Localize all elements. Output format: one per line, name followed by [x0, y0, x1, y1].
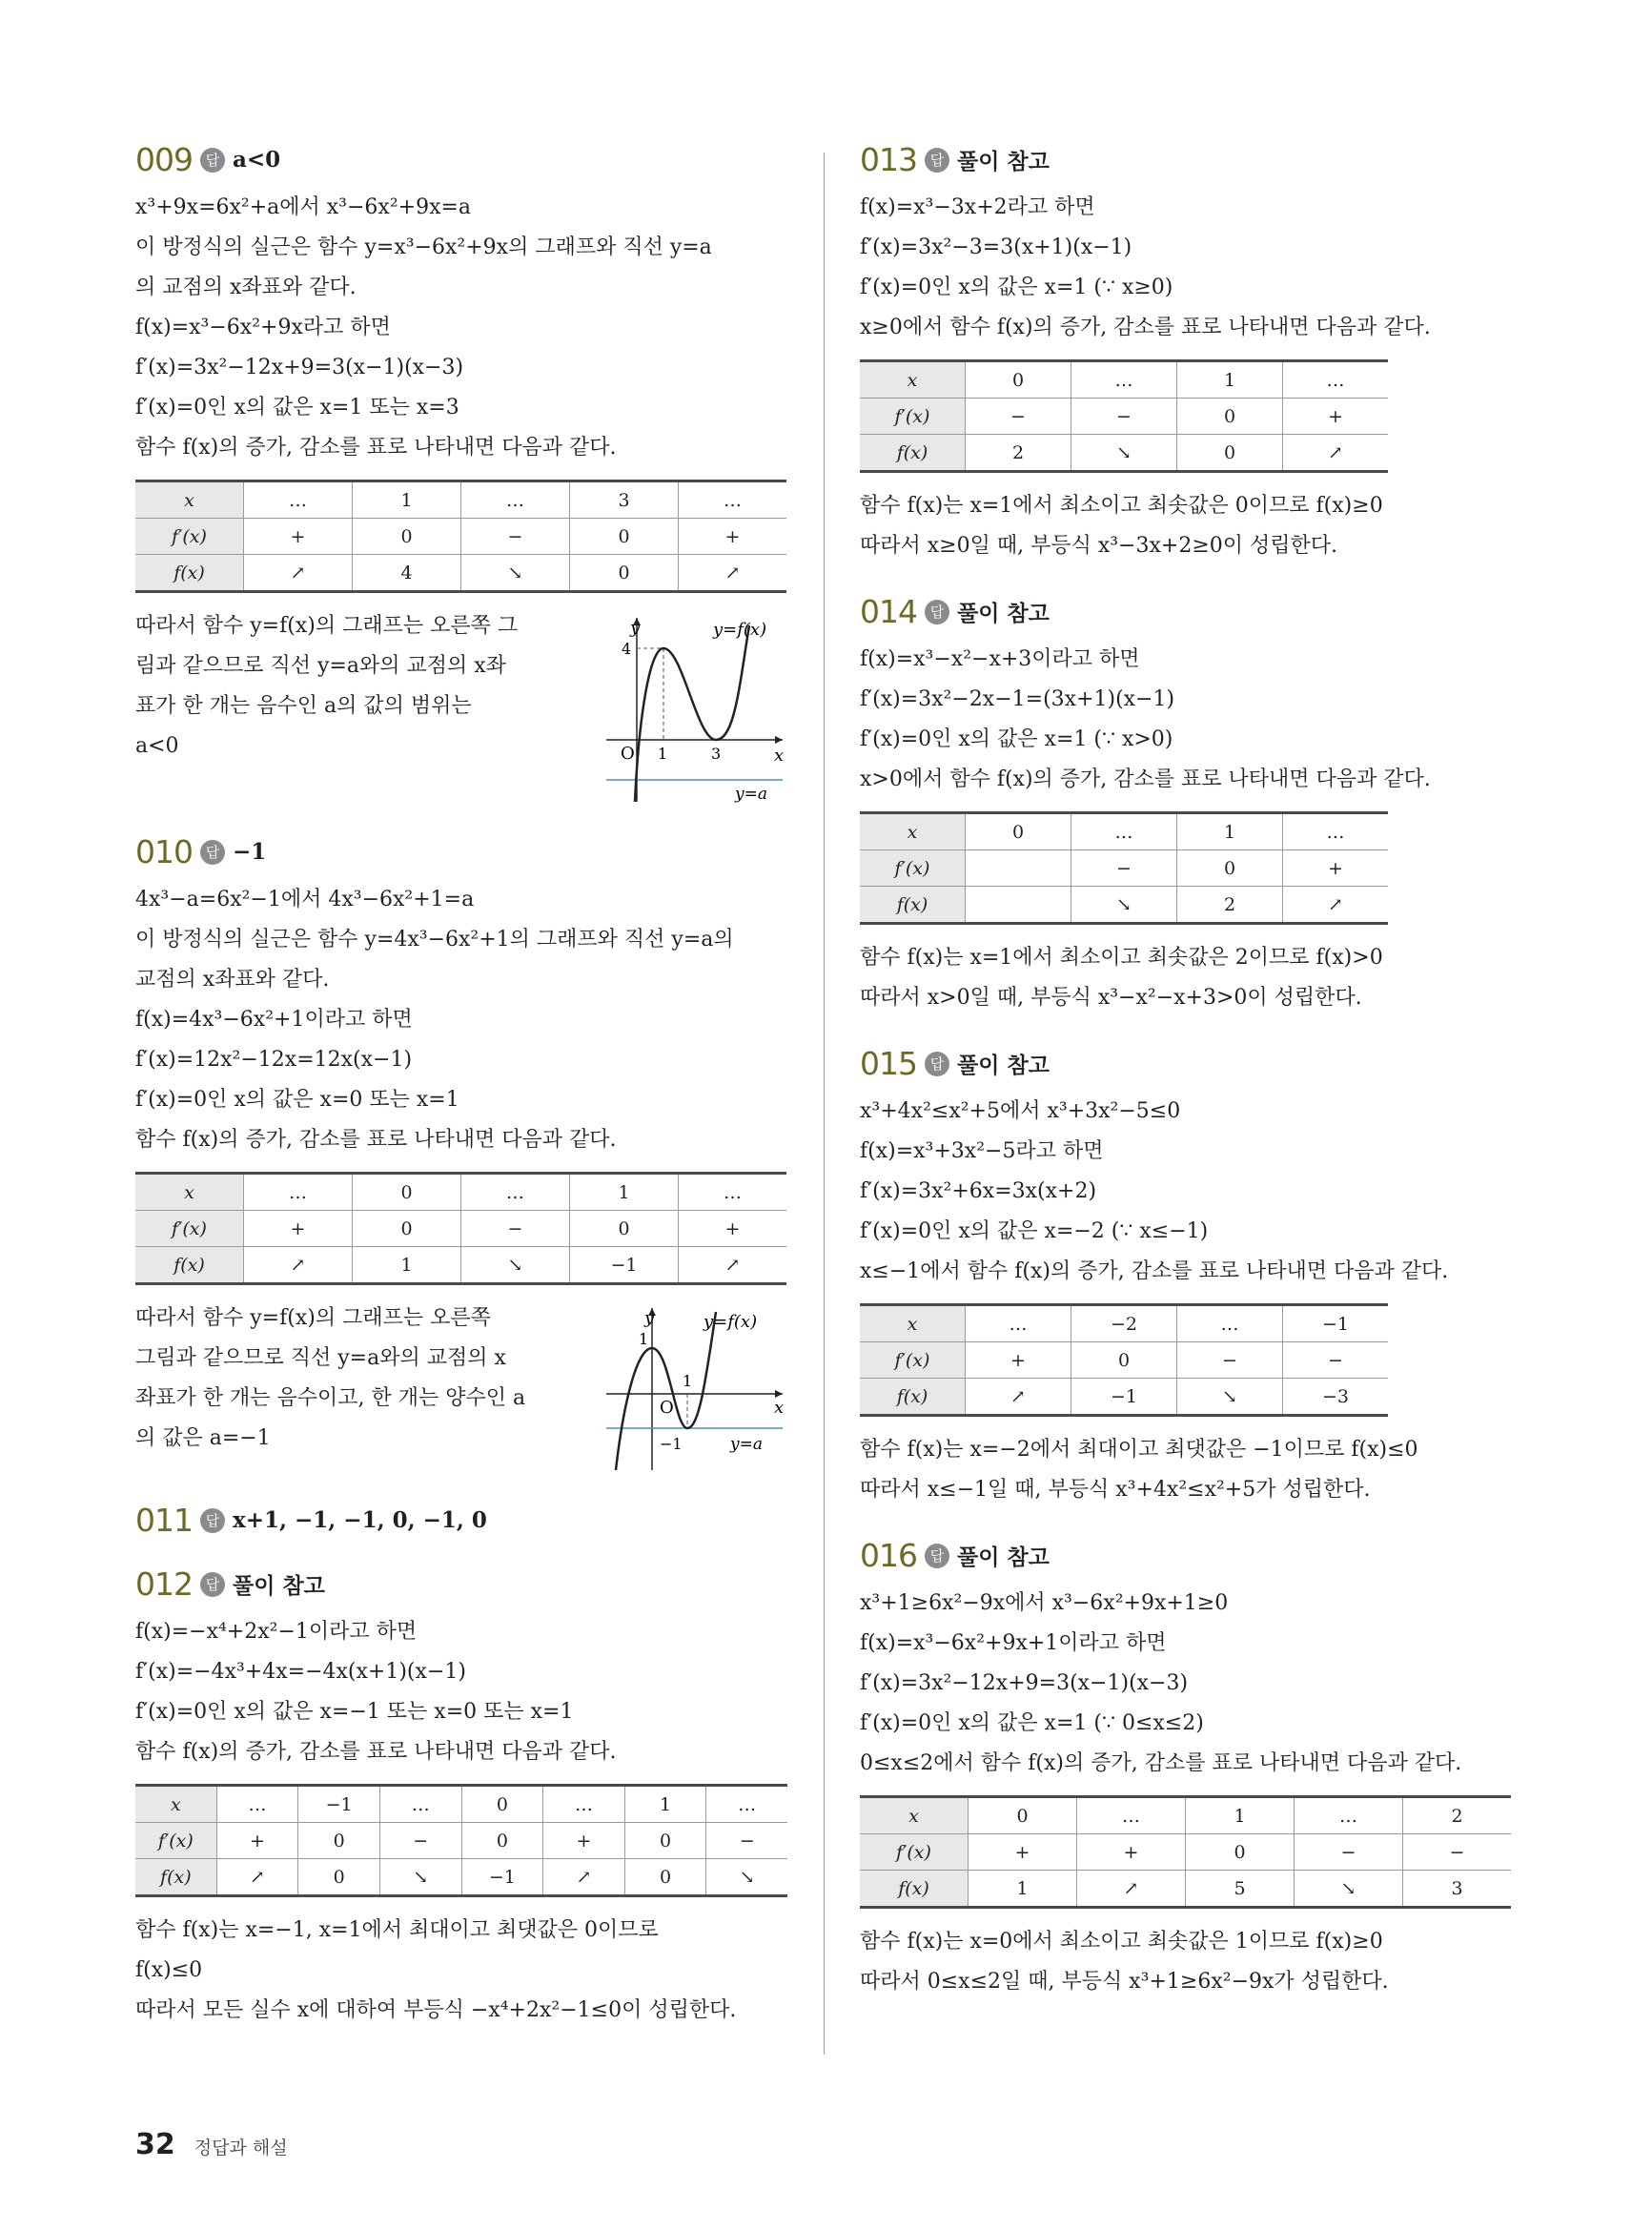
table-cell: 0	[624, 1859, 706, 1896]
table-cell: 0	[570, 1211, 679, 1247]
text-line: f′(x)=−4x³+4x=−4x(x+1)(x−1)	[135, 1660, 466, 1684]
text-line: 따라서 x>0일 때, 부등식 x³−x²−x+3>0이 성립한다.	[860, 986, 1362, 1010]
table-cell: 2	[1177, 887, 1283, 924]
table-cell: x	[860, 813, 966, 850]
line-label: y=a	[735, 785, 767, 804]
table-cell: f(x)	[135, 555, 244, 592]
text-line: 표가 한 개는 음수인 a의 값의 범위는	[135, 694, 472, 718]
table-cell: x	[860, 1305, 966, 1342]
text-line: f′(x)=0인 x의 값은 x=−1 또는 x=0 또는 x=1	[135, 1700, 574, 1724]
text-line: f′(x)=12x²−12x=12x(x−1)	[135, 1048, 413, 1072]
text-line: f′(x)=0인 x의 값은 x=1 또는 x=3	[135, 396, 459, 419]
answer-badge: 답	[200, 840, 225, 865]
answer-text: 풀이 참고	[957, 1053, 1050, 1078]
answer-text: x+1, −1, −1, 0, −1, 0	[233, 1507, 487, 1533]
text-line: 함수 f(x)의 증가, 감소를 표로 나타내면 다음과 같다.	[135, 1128, 617, 1152]
text-line: 좌표가 한 개는 음수이고, 한 개는 양수인 a	[135, 1386, 526, 1410]
text-line: x³+1≥6x²−9x에서 x³−6x²+9x+1≥0	[860, 1591, 1229, 1615]
table-cell: +	[244, 1211, 353, 1247]
tick-label: 3	[711, 745, 722, 763]
table-cell: 5	[1186, 1871, 1295, 1908]
variation-table	[135, 1172, 786, 1285]
table-cell: −	[461, 1211, 570, 1247]
table-cell: 0	[1177, 435, 1283, 472]
text-line: f′(x)=3x²−3=3(x+1)(x−1)	[860, 235, 1132, 259]
table-cell	[966, 887, 1071, 924]
text-line: f′(x)=0인 x의 값은 x=−2 (∵ x≤−1)	[860, 1219, 1209, 1243]
table-cell: …	[679, 1174, 787, 1211]
answer-text: 풀이 참고	[957, 601, 1050, 626]
right-column	[860, 141, 1518, 2029]
text-line: 따라서 0≤x≤2일 때, 부등식 x³+1≥6x²−9x가 성립한다.	[860, 1970, 1389, 1994]
table-cell: ↗	[244, 1247, 353, 1284]
answer-badge: 답	[925, 600, 949, 624]
table-cell: …	[1077, 1797, 1186, 1834]
variation-table	[860, 359, 1388, 473]
text-line: 의 교점의 x좌표와 같다.	[135, 276, 357, 299]
origin-label: O	[660, 1398, 674, 1418]
table-cell: 3	[570, 481, 679, 519]
text-line: x≥0에서 함수 f(x)의 증가, 감소를 표로 나타내면 다음과 같다.	[860, 316, 1431, 339]
text-line: 그림과 같으므로 직선 y=a와의 교점의 x	[135, 1346, 506, 1370]
table-cell: x	[860, 361, 966, 399]
table-cell: …	[679, 481, 787, 519]
table-cell: −	[1071, 850, 1177, 887]
table-cell: …	[379, 1786, 461, 1823]
table-cell: …	[706, 1786, 787, 1823]
text-line: f(x)=x³+3x²−5라고 하면	[860, 1139, 1104, 1163]
problem-header	[135, 833, 787, 870]
text-line: a<0	[135, 734, 179, 758]
text-line: f(x)=4x³−6x²+1이라고 하면	[135, 1008, 413, 1032]
curve-label: y=f(x)	[713, 620, 767, 640]
table-cell: x	[135, 481, 244, 519]
table-cell: 2	[1403, 1797, 1512, 1834]
answer-badge: 답	[925, 1052, 949, 1076]
text-line: 함수 f(x)는 x=0에서 최소이고 최솟값은 1이므로 f(x)≥0	[860, 1930, 1383, 1954]
text-line: 4x³−a=6x²−1에서 4x³−6x²+1=a	[135, 888, 475, 911]
text-line: 함수 f(x)의 증가, 감소를 표로 나타내면 다음과 같다.	[135, 1740, 617, 1764]
page-footer	[135, 2128, 288, 2161]
text-line: f(x)=x³−6x²+9x라고 하면	[135, 316, 391, 339]
table-cell: 0	[298, 1859, 380, 1896]
conclusion-text	[135, 1299, 574, 1459]
table-cell: 0	[1177, 399, 1283, 435]
table-cell: ↗	[216, 1859, 298, 1896]
variation-table	[860, 1303, 1388, 1417]
conclusion-text	[135, 606, 574, 767]
table-cell: ↘	[1295, 1871, 1403, 1908]
text-line: f(x)=x³−x²−x+3이라고 하면	[860, 647, 1140, 671]
y-axis-label: y	[644, 1308, 655, 1328]
answer-badge: 답	[200, 1508, 225, 1533]
table-cell: ↗	[244, 555, 353, 592]
table-cell: +	[966, 1342, 1071, 1379]
table-cell: +	[969, 1834, 1077, 1871]
table-cell: 1	[969, 1871, 1077, 1908]
answer-badge: 답	[200, 148, 225, 173]
variation-table	[860, 1795, 1511, 1909]
table-cell: …	[1071, 813, 1177, 850]
graph-010	[597, 1299, 787, 1475]
table-cell: ↘	[706, 1859, 787, 1896]
table-cell: ↗	[679, 555, 787, 592]
table-cell: …	[1177, 1305, 1283, 1342]
table-cell: +	[216, 1823, 298, 1859]
table-cell: 0	[966, 813, 1071, 850]
text-line: 함수 f(x)는 x=1에서 최소이고 최솟값은 0이므로 f(x)≥0	[860, 494, 1383, 518]
table-cell: 1	[570, 1174, 679, 1211]
answer-text: 풀이 참고	[957, 149, 1050, 174]
table-cell: ↗	[543, 1859, 625, 1896]
problem-header	[860, 593, 1518, 630]
table-cell: 1	[1177, 813, 1283, 850]
problem-number: 015	[860, 1045, 917, 1082]
text-line: 따라서 함수 y=f(x)의 그래프는 오른쪽	[135, 1306, 491, 1330]
table-cell: −1	[570, 1247, 679, 1284]
table-cell: ↘	[1071, 887, 1177, 924]
table-cell: ↘	[461, 555, 570, 592]
table-cell: f′(x)	[135, 519, 244, 555]
table-cell: 0	[353, 519, 461, 555]
page-number: 32	[135, 2128, 175, 2161]
table-cell: 0	[1177, 850, 1283, 887]
origin-label: O	[621, 744, 635, 764]
text-line: 함수 f(x)는 x=1에서 최소이고 최솟값은 2이므로 f(x)>0	[860, 946, 1383, 970]
text-line: x³+9x=6x²+a에서 x³−6x²+9x=a	[135, 195, 472, 219]
table-cell: ↗	[966, 1379, 1071, 1416]
table-cell: …	[461, 1174, 570, 1211]
curve-label: y=f(x)	[704, 1312, 758, 1332]
tick-label: −1	[660, 1435, 683, 1453]
text-line: f′(x)=0인 x의 값은 x=0 또는 x=1	[135, 1088, 459, 1112]
table-cell: +	[1283, 850, 1389, 887]
table-cell: 2	[966, 435, 1071, 472]
table-cell: 0	[353, 1211, 461, 1247]
table-cell: f′(x)	[860, 1342, 966, 1379]
table-cell: −1	[298, 1786, 380, 1823]
table-cell: f′(x)	[860, 1834, 969, 1871]
text-line: 이 방정식의 실근은 함수 y=4x³−6x²+1의 그래프와 직선 y=a의	[135, 928, 734, 951]
table-cell: ↘	[461, 1247, 570, 1284]
problem-header	[860, 141, 1518, 178]
table-cell: −	[461, 519, 570, 555]
answer-text: −1	[233, 839, 267, 865]
problem-010	[135, 833, 787, 1475]
table-cell: ↗	[1283, 887, 1389, 924]
table-cell: 1	[353, 481, 461, 519]
table-cell: 0	[461, 1823, 543, 1859]
answer-text: 풀이 참고	[233, 1573, 325, 1599]
table-cell: −2	[1071, 1305, 1177, 1342]
table-cell: 1	[1186, 1797, 1295, 1834]
variation-table	[135, 480, 786, 593]
y-axis-label: y	[630, 618, 641, 638]
table-cell: f′(x)	[860, 850, 966, 887]
problem-header	[135, 1565, 787, 1603]
text-line: 따라서 x≤−1일 때, 부등식 x³+4x²≤x²+5가 성립한다.	[860, 1478, 1371, 1502]
problem-number: 012	[135, 1565, 193, 1603]
table-cell: 0	[298, 1823, 380, 1859]
text-line: f′(x)=0인 x의 값은 x=1 (∵ x>0)	[860, 727, 1173, 751]
text-line: f(x)≤0	[135, 1958, 203, 1982]
table-cell: 0	[570, 555, 679, 592]
table-cell: 0	[966, 361, 1071, 399]
table-cell: −	[1177, 1342, 1283, 1379]
table-cell: ↗	[1283, 435, 1389, 472]
table-cell: …	[244, 481, 353, 519]
tick-label: 1	[683, 1372, 693, 1390]
table-cell: +	[244, 519, 353, 555]
table-cell: 1	[353, 1247, 461, 1284]
problem-009	[135, 141, 787, 807]
table-cell: f(x)	[860, 435, 966, 472]
problem-number: 009	[135, 141, 193, 178]
graph-row	[135, 1299, 787, 1475]
table-cell: f(x)	[135, 1859, 216, 1896]
table-cell: …	[1283, 361, 1389, 399]
table-cell: f′(x)	[860, 399, 966, 435]
table-cell: ↘	[1177, 1379, 1283, 1416]
text-line: 림과 같으므로 직선 y=a와의 교점의 x좌	[135, 654, 506, 678]
x-axis-label: x	[774, 746, 785, 766]
problem-013	[860, 141, 1518, 566]
text-line: x>0에서 함수 f(x)의 증가, 감소를 표로 나타내면 다음과 같다.	[860, 767, 1431, 791]
tick-label: 1	[658, 745, 668, 763]
table-cell	[966, 850, 1071, 887]
answer-text: a<0	[233, 147, 281, 173]
table-cell: f(x)	[860, 1379, 966, 1416]
variation-table	[135, 1784, 787, 1897]
tick-label: 4	[622, 640, 632, 658]
table-cell: +	[1077, 1834, 1186, 1871]
text-line: f′(x)=0인 x의 값은 x=1 (∵ x≥0)	[860, 276, 1173, 299]
problem-016	[860, 1537, 1518, 2002]
text-line: x≤−1에서 함수 f(x)의 증가, 감소를 표로 나타내면 다음과 같다.	[860, 1259, 1449, 1283]
table-cell: +	[679, 519, 787, 555]
answer-badge: 답	[925, 1544, 949, 1568]
problem-014	[860, 593, 1518, 1018]
table-cell: 0	[461, 1786, 543, 1823]
table-cell: …	[461, 481, 570, 519]
column-divider	[824, 153, 825, 2055]
table-cell: …	[1283, 813, 1389, 850]
problem-header	[135, 1502, 787, 1539]
table-cell: −3	[1283, 1379, 1389, 1416]
table-cell: f(x)	[860, 887, 966, 924]
problem-number: 016	[860, 1537, 917, 1574]
text-line: f′(x)=3x²−12x+9=3(x−1)(x−3)	[860, 1671, 1189, 1695]
variation-table	[860, 811, 1388, 925]
text-line: 함수 f(x)는 x=−1, x=1에서 최대이고 최댓값은 0이므로	[135, 1918, 659, 1942]
table-cell: +	[679, 1211, 787, 1247]
left-column	[135, 141, 787, 2057]
table-cell: −	[1295, 1834, 1403, 1871]
table-cell: ↘	[379, 1859, 461, 1896]
graph-009	[597, 606, 787, 807]
table-cell: −	[379, 1823, 461, 1859]
table-cell: ↗	[1077, 1871, 1186, 1908]
text-line: 따라서 x≥0일 때, 부등식 x³−3x+2≥0이 성립한다.	[860, 534, 1337, 558]
problem-number: 014	[860, 593, 917, 630]
problem-header	[860, 1045, 1518, 1082]
text-line: f(x)=x³−3x+2라고 하면	[860, 195, 1095, 219]
table-cell: 0	[570, 519, 679, 555]
tick-label: 1	[639, 1330, 649, 1348]
text-line: f′(x)=3x²+6x=3x(x+2)	[860, 1179, 1097, 1203]
problem-header	[860, 1537, 1518, 1574]
text-line: f(x)=−x⁴+2x²−1이라고 하면	[135, 1620, 418, 1644]
text-line: 따라서 모든 실수 x에 대하여 부등식 −x⁴+2x²−1≤0이 성립한다.	[135, 1998, 737, 2022]
table-cell: 0	[353, 1174, 461, 1211]
table-cell: ↘	[1071, 435, 1177, 472]
table-cell: 1	[1177, 361, 1283, 399]
table-cell: …	[966, 1305, 1071, 1342]
table-cell: 4	[353, 555, 461, 592]
table-cell: −	[966, 399, 1071, 435]
table-cell: …	[1071, 361, 1177, 399]
table-cell: x	[135, 1786, 216, 1823]
text-line: 따라서 함수 y=f(x)의 그래프는 오른쪽 그	[135, 614, 519, 638]
text-line: x³+4x²≤x²+5에서 x³+3x²−5≤0	[860, 1099, 1181, 1123]
table-cell: −	[1403, 1834, 1512, 1871]
text-line: 0≤x≤2에서 함수 f(x)의 증가, 감소를 표로 나타내면 다음과 같다.	[860, 1751, 1462, 1775]
table-cell: f(x)	[135, 1247, 244, 1284]
table-cell: 0	[969, 1797, 1077, 1834]
problem-number: 010	[135, 833, 193, 870]
table-cell: −1	[461, 1859, 543, 1896]
line-label: y=a	[730, 1435, 763, 1454]
text-line: 함수 f(x)의 증가, 감소를 표로 나타내면 다음과 같다.	[135, 436, 617, 460]
text-line: f(x)=x³−6x²+9x+1이라고 하면	[860, 1631, 1167, 1655]
text-line: f′(x)=3x²−2x−1=(3x+1)(x−1)	[860, 687, 1175, 711]
table-cell: f′(x)	[135, 1211, 244, 1247]
answer-text: 풀이 참고	[957, 1545, 1050, 1570]
answer-badge: 답	[925, 148, 949, 173]
table-cell: x	[860, 1797, 969, 1834]
problem-015	[860, 1045, 1518, 1510]
table-cell: …	[216, 1786, 298, 1823]
table-cell: −	[1283, 1342, 1389, 1379]
table-cell: ↗	[679, 1247, 787, 1284]
problem-011	[135, 1502, 787, 1539]
table-cell: −	[1071, 399, 1177, 435]
x-axis-label: x	[774, 1398, 785, 1418]
table-cell: 3	[1403, 1871, 1512, 1908]
table-cell: −1	[1071, 1379, 1177, 1416]
problem-number: 011	[135, 1502, 193, 1539]
table-cell: −	[706, 1823, 787, 1859]
problem-012	[135, 1565, 787, 2031]
text-line: 함수 f(x)는 x=−2에서 최대이고 최댓값은 −1이므로 f(x)≤0	[860, 1438, 1418, 1462]
table-cell: 0	[1186, 1834, 1295, 1871]
problem-header	[135, 141, 787, 178]
table-cell: f(x)	[860, 1871, 969, 1908]
table-cell: …	[244, 1174, 353, 1211]
graph-row	[135, 606, 787, 807]
table-cell: …	[1295, 1797, 1403, 1834]
table-cell: 0	[1071, 1342, 1177, 1379]
text-line: f′(x)=3x²−12x+9=3(x−1)(x−3)	[135, 356, 464, 379]
table-cell: −1	[1283, 1305, 1389, 1342]
table-cell: 0	[624, 1823, 706, 1859]
table-cell: 1	[624, 1786, 706, 1823]
table-cell: +	[1283, 399, 1389, 435]
table-cell: +	[543, 1823, 625, 1859]
table-cell: f′(x)	[135, 1823, 216, 1859]
problem-number: 013	[860, 141, 917, 178]
text-line: 이 방정식의 실근은 함수 y=x³−6x²+9x의 그래프와 직선 y=a	[135, 235, 712, 259]
text-line: f′(x)=0인 x의 값은 x=1 (∵ 0≤x≤2)	[860, 1711, 1204, 1735]
text-line: 의 값은 a=−1	[135, 1426, 271, 1450]
table-cell: x	[135, 1174, 244, 1211]
text-line: 교점의 x좌표와 같다.	[135, 968, 330, 992]
footer-label: 정답과 해설	[194, 2138, 288, 2158]
table-cell: …	[543, 1786, 625, 1823]
answer-badge: 답	[200, 1572, 225, 1597]
